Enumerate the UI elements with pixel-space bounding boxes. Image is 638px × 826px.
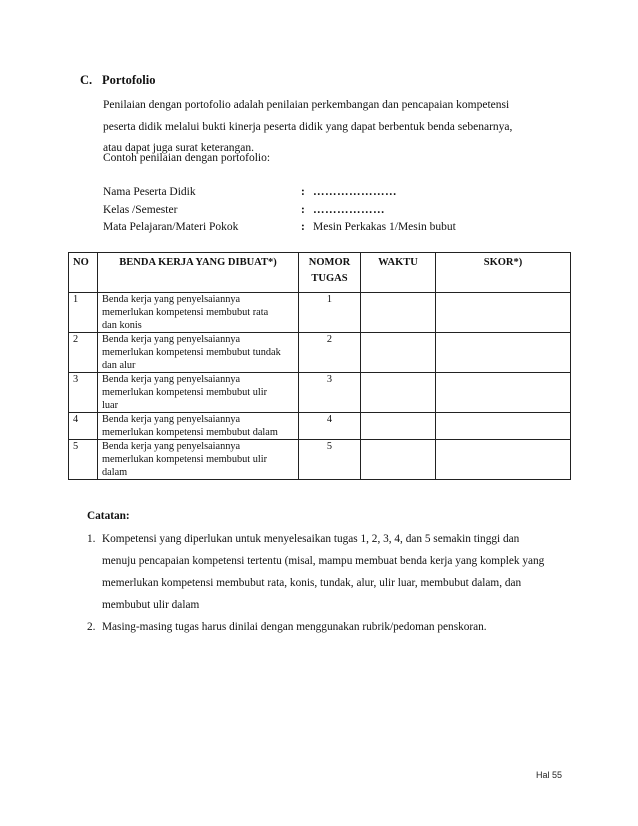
desc-line: memerlukan kompetensi membubut ulir	[102, 387, 268, 398]
note-line: Kompetensi yang diperlukan untuk menyelesaikan tugas 1, 2, 3, 4, dan 5 semakin tinggi dan	[102, 533, 520, 545]
cell-time	[361, 333, 436, 373]
desc-line: memerlukan kompetensi membubut tundak	[102, 347, 281, 358]
cell-task-number: 5	[299, 440, 361, 480]
desc-line: Benda kerja yang penyelsaiannya	[102, 441, 241, 452]
table-row	[69, 413, 571, 440]
portfolio-table	[68, 252, 571, 480]
paragraph-line: atau dapat juga surat keterangan.	[103, 142, 255, 154]
page-number: Hal 55	[536, 770, 563, 780]
header-no: NO	[69, 253, 98, 293]
table-row	[69, 333, 571, 373]
cell-workpiece	[98, 293, 299, 333]
info-separator: :	[301, 221, 305, 233]
cell-no: 2	[69, 333, 98, 373]
desc-line: dan konis	[102, 320, 142, 331]
section-letter: C.	[80, 73, 93, 87]
cell-time	[361, 413, 436, 440]
note-line: memerlukan kompetensi membubut rata, konis, tundak, alur, ulir luar, membubut dalam, dan	[102, 577, 522, 589]
info-value-subject: Mesin Perkakas 1/Mesin bubut	[313, 221, 456, 233]
note-item	[87, 528, 587, 616]
desc-line: dalam	[102, 467, 128, 478]
cell-no: 5	[69, 440, 98, 480]
info-separator: :	[301, 203, 305, 216]
cell-workpiece	[98, 413, 299, 440]
cell-score	[436, 333, 571, 373]
cell-task-number: 2	[299, 333, 361, 373]
info-value-blank: …………………	[313, 186, 397, 198]
notes-title: Catatan:	[87, 510, 130, 522]
example-caption: Contoh penilaian dengan portofolio:	[103, 152, 271, 164]
header-score: SKOR*)	[436, 253, 571, 293]
intro-paragraph	[103, 95, 563, 160]
info-separator: :	[301, 186, 305, 198]
desc-line: Benda kerja yang penyelsaiannya	[102, 334, 241, 345]
table-row	[69, 373, 571, 413]
header-workpiece: BENDA KERJA YANG DIBUAT*)	[98, 253, 299, 293]
desc-line: memerlukan kompetensi membubut dalam	[102, 427, 278, 438]
note-line: membubut ulir dalam	[102, 599, 200, 611]
cell-score	[436, 440, 571, 480]
cell-no: 1	[69, 293, 98, 333]
header-task-number	[299, 253, 361, 293]
table-header-row	[69, 253, 571, 293]
cell-no: 4	[69, 413, 98, 440]
cell-workpiece	[98, 373, 299, 413]
cell-score	[436, 373, 571, 413]
cell-time	[361, 373, 436, 413]
notes-section	[87, 508, 587, 638]
note-item	[87, 616, 587, 638]
cell-time	[361, 440, 436, 480]
desc-line: luar	[102, 400, 119, 411]
info-label: Kelas /Semester	[103, 203, 178, 216]
header-task-number-line1: NOMOR	[308, 257, 351, 268]
cell-task-number: 3	[299, 373, 361, 413]
header-time: WAKTU	[361, 253, 436, 293]
cell-workpiece	[98, 333, 299, 373]
note-number: 1.	[87, 533, 96, 545]
info-value-blank: ………………	[313, 203, 385, 216]
cell-score	[436, 413, 571, 440]
cell-workpiece	[98, 440, 299, 480]
desc-line: Benda kerja yang penyelsaiannya	[102, 414, 241, 425]
note-line: menuju pencapaian kompetensi tertentu (misal, mampu membuat benda kerja yang komplek yang	[102, 555, 545, 567]
desc-line: Benda kerja yang penyelsaiannya	[102, 374, 241, 385]
desc-line: Benda kerja yang penyelsaiannya	[102, 294, 241, 305]
cell-time	[361, 293, 436, 333]
info-label: Mata Pelajaran/Materi Pokok	[103, 221, 239, 233]
note-line: Masing-masing tugas harus dinilai dengan menggunakan rubrik/pedoman penskoran.	[102, 621, 487, 633]
section-title: Portofolio	[102, 73, 156, 87]
note-number: 2.	[87, 621, 96, 633]
desc-line: memerlukan kompetensi membubut rata	[102, 307, 269, 318]
section-heading	[80, 73, 155, 88]
paragraph-line: Penilaian dengan portofolio adalah penilaian perkembangan dan pencapaian kompetensi	[103, 99, 510, 111]
desc-line: memerlukan kompetensi membubut ulir	[102, 454, 268, 465]
desc-line: dan alur	[102, 360, 136, 371]
table-row	[69, 293, 571, 333]
paragraph-line: peserta didik melalui bukti kinerja peserta didik yang dapat berbentuk benda sebenarnya,	[103, 120, 513, 133]
cell-task-number: 1	[299, 293, 361, 333]
info-label: Nama Peserta Didik	[103, 186, 196, 198]
header-task-number-line2: TUGAS	[311, 273, 348, 284]
cell-score	[436, 293, 571, 333]
table-row	[69, 440, 571, 480]
cell-no: 3	[69, 373, 98, 413]
cell-task-number: 4	[299, 413, 361, 440]
